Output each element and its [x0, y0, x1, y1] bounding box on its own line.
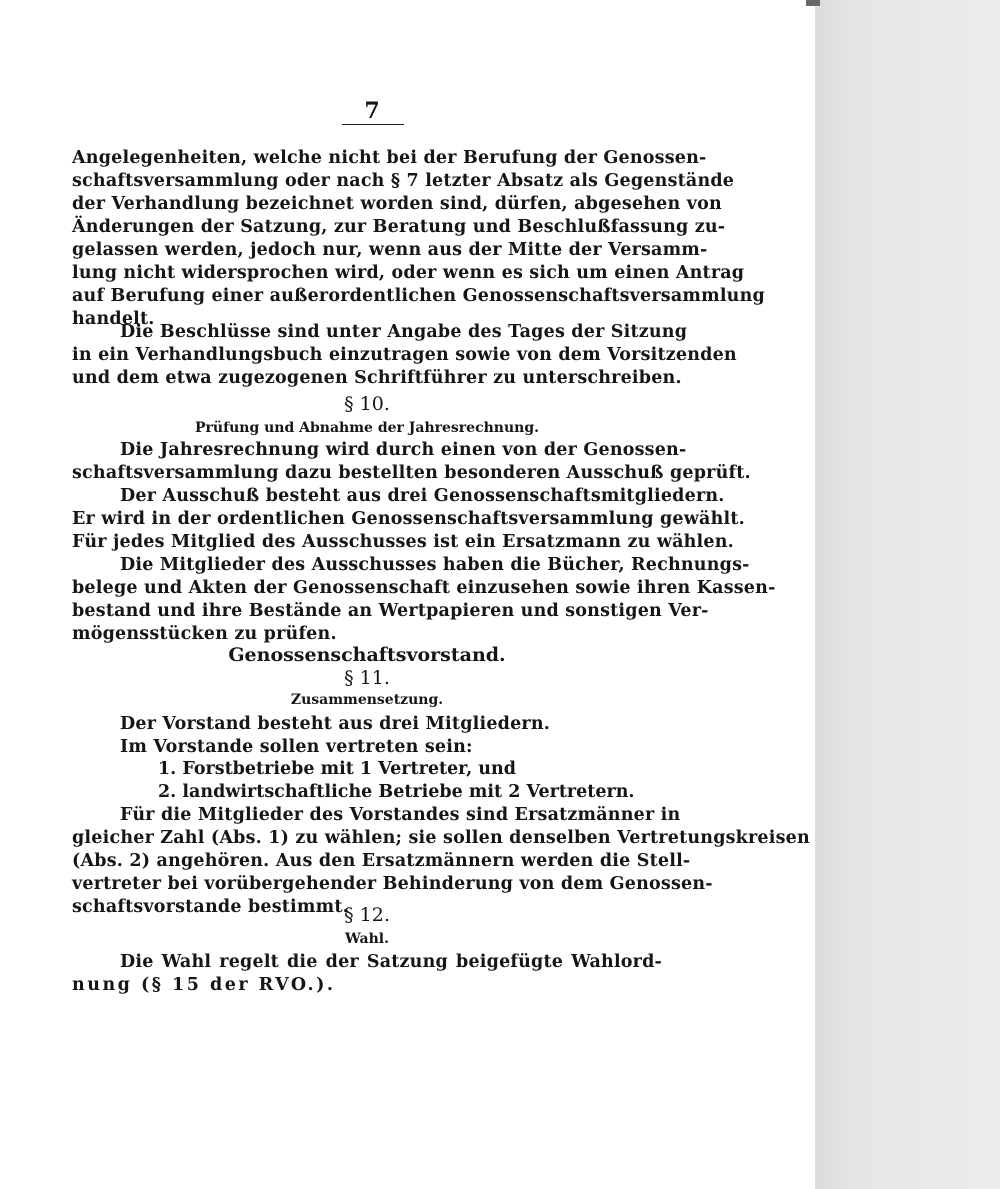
- text-line: schaftsversammlung oder nach § 7 letzter Absatz als Gegenstände: [72, 171, 735, 191]
- scan-corner-mark: [806, 0, 820, 6]
- text-line: Die Wahl regelt die der Satzung beigefügte Wahlord-: [120, 952, 662, 972]
- section-number-10: § 10.: [344, 393, 390, 415]
- text-line: gleicher Zahl (Abs. 1) zu wählen; sie sollen denselben Vertretungskreisen: [72, 828, 810, 848]
- page-number-rule: [342, 124, 404, 125]
- page-number: 7: [364, 98, 380, 124]
- scan-margin: [815, 0, 1000, 1189]
- text-line: mögensstücken zu prüfen.: [72, 624, 337, 644]
- text-line: schaftsversammlung dazu bestellten besonderen Ausschuß geprüft.: [72, 463, 751, 483]
- text-line: in ein Verhandlungsbuch einzutragen sowie von dem Vorsitzenden: [72, 345, 737, 365]
- text-line: bestand und ihre Bestände an Wertpapieren und sonstigen Ver-: [72, 601, 709, 621]
- chapter-heading: Genossenschaftsvorstand.: [228, 644, 506, 666]
- text-line: lung nicht widersprochen wird, oder wenn es sich um einen Antrag: [72, 263, 745, 283]
- section-number-12: § 12.: [344, 904, 390, 926]
- text-line: Für jedes Mitglied des Ausschusses ist ein Ersatzmann zu wählen.: [72, 532, 734, 552]
- section-title-11: Zusammensetzung.: [290, 692, 444, 708]
- section-title-12: Wahl.: [345, 931, 389, 947]
- text-line: Die Beschlüsse sind unter Angabe des Tages der Sitzung: [120, 322, 688, 342]
- text-line: Die Mitglieder des Ausschusses haben die Bücher, Rechnungs-: [120, 555, 750, 575]
- section-title-10: Prüfung und Abnahme der Jahresrechnung.: [195, 420, 539, 436]
- text-line: (Abs. 2) angehören. Aus den Ersatzmännern werden die Stell-: [72, 851, 691, 871]
- section-number-11: § 11.: [344, 667, 390, 689]
- text-line: handelt.: [72, 309, 155, 329]
- text-line: Änderungen der Satzung, zur Beratung und Beschlußfassung zu-: [72, 217, 726, 237]
- text-line: schaftsvorstande bestimmt.: [72, 897, 349, 917]
- text-line: der Verhandlung bezeichnet worden sind, dürfen, abgesehen von: [72, 194, 722, 214]
- text-line: Für die Mitglieder des Vorstandes sind Ersatzmänner in: [120, 805, 681, 825]
- text-line: gelassen werden, jedoch nur, wenn aus der Mitte der Versamm-: [72, 240, 708, 260]
- text-line: nung (§ 15 der RVO.).: [72, 975, 336, 995]
- text-line: auf Berufung einer außerordentlichen Genossenschaftsversammlung: [72, 286, 765, 306]
- text-line: und dem etwa zugezogenen Schriftführer zu unterschreiben.: [72, 368, 682, 388]
- text-line: Die Jahresrechnung wird durch einen von der Genossen-: [120, 440, 687, 460]
- text-line: Der Ausschuß besteht aus drei Genossenschaftsmitgliedern.: [120, 486, 725, 506]
- text-line: Im Vorstande sollen vertreten sein:: [120, 737, 473, 757]
- list-item: 2. landwirtschaftliche Betriebe mit 2 Vertretern.: [158, 782, 635, 802]
- text-line: Angelegenheiten, welche nicht bei der Berufung der Genossen-: [72, 148, 707, 168]
- text-line: Der Vorstand besteht aus drei Mitgliedern.: [120, 714, 551, 734]
- text-line: vertreter bei vorübergehender Behinderung von dem Genossen-: [72, 874, 713, 894]
- list-item: 1. Forstbetriebe mit 1 Vertreter, und: [158, 759, 516, 779]
- text-line: belege und Akten der Genossenschaft einzusehen sowie ihren Kassen-: [72, 578, 776, 598]
- text-line: Er wird in der ordentlichen Genossenschaftsversammlung gewählt.: [72, 509, 745, 529]
